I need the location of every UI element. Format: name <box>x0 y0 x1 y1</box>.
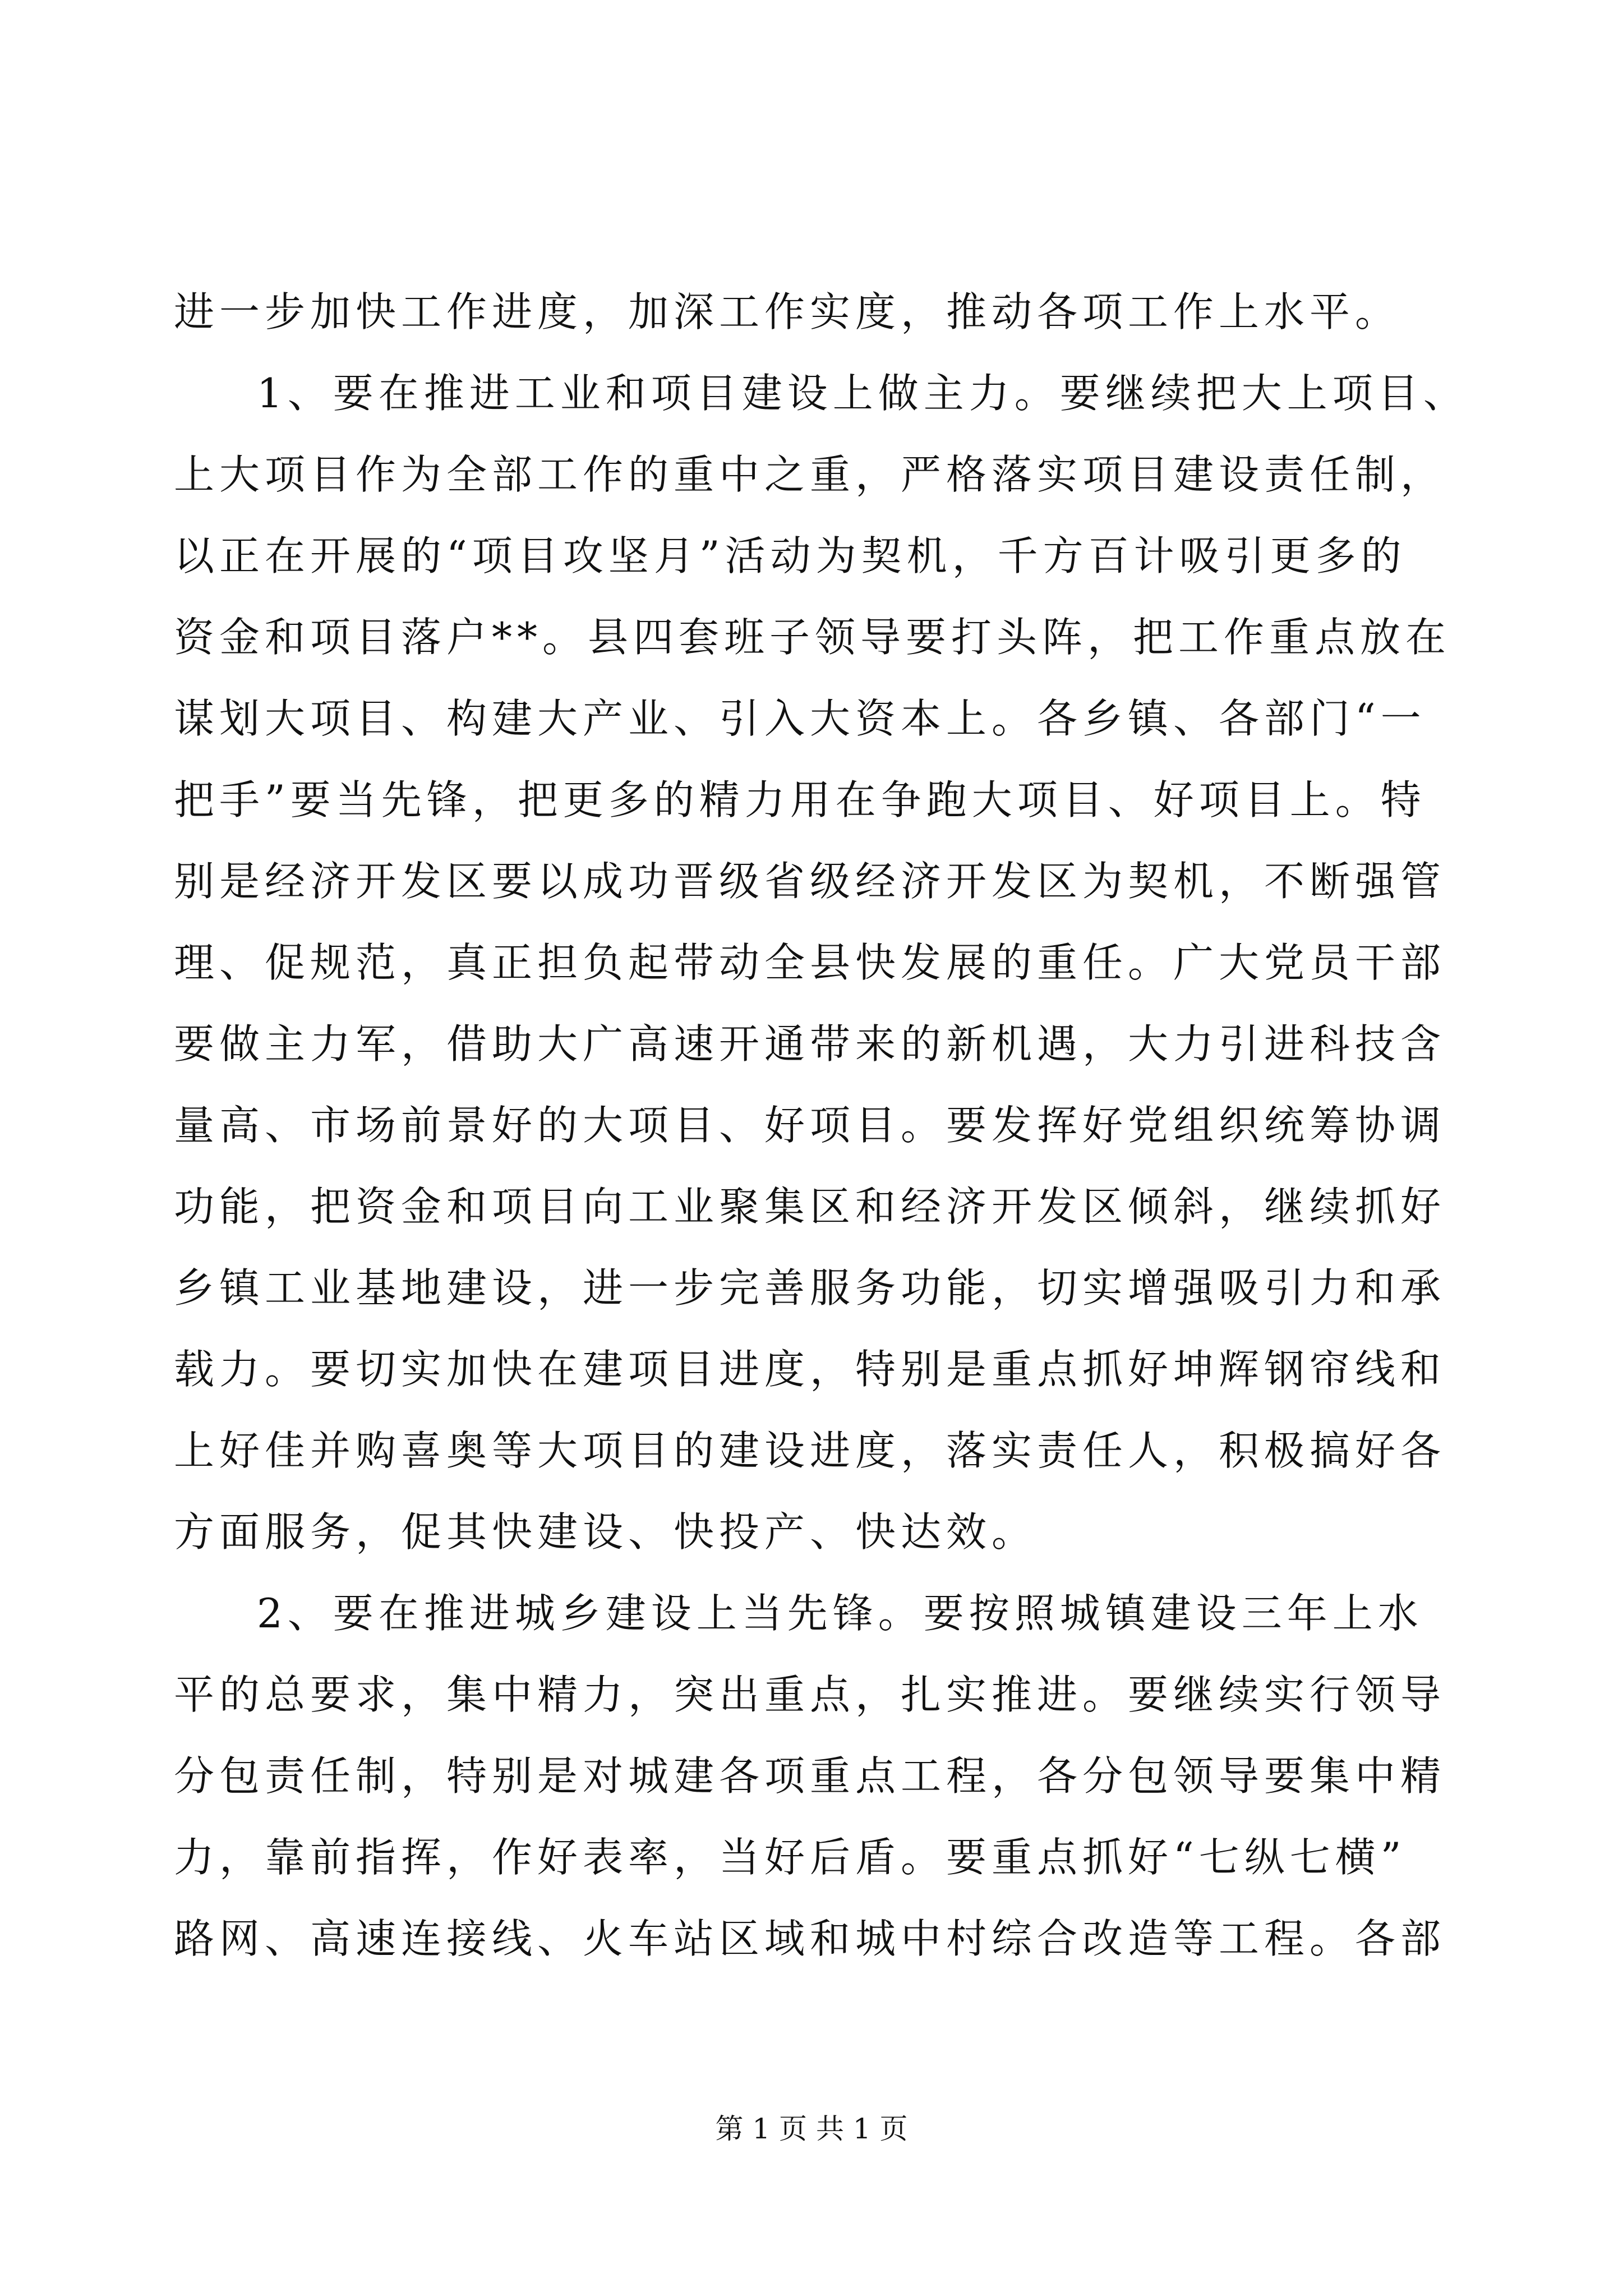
text-line: 上好佳并购喜奥等大项目的建设进度，落实责任人，积极搞好各 <box>174 1427 1446 1474</box>
text-line: 量高、市场前景好的大项目、好项目。要发挥好党组织统筹协调 <box>174 1102 1446 1149</box>
text-line: 资金和项目落户**。县四套班子领导要打头阵，把工作重点放在 <box>174 614 1451 661</box>
text-line: 上大项目作为全部工作的重中之重，严格落实项目建设责任制， <box>174 451 1446 498</box>
text-line: 载力。要切实加快在建项目进度，特别是重点抓好坤辉钢帘线和 <box>174 1346 1446 1393</box>
text-line: 1、要在推进工业和项目建设上做主力。要继续把大上项目、 <box>257 370 1469 417</box>
text-line: 以正在开展的“项目攻坚月”活动为契机，千方百计吸引更多的 <box>174 532 1407 579</box>
text-line: 把手”要当先锋，把更多的精力用在争跑大项目、好项目上。特 <box>174 776 1426 823</box>
text-line: 方面服务，促其快建设、快投产、快达效。 <box>174 1508 1038 1556</box>
text-line: 功能，把资金和项目向工业聚集区和经济开发区倾斜，继续抓好 <box>174 1183 1446 1230</box>
text-line: 力，靠前指挥，作好表率，当好后盾。要重点抓好“七纵七横” <box>174 1834 1407 1881</box>
text-line: 平的总要求，集中精力，突出重点，扎实推进。要继续实行领导 <box>174 1671 1446 1718</box>
text-line: 路网、高速连接线、火车站区域和城中村综合改造等工程。各部 <box>174 1915 1446 1962</box>
text-line: 谋划大项目、构建大产业、引入大资本上。各乡镇、各部门“一 <box>174 695 1426 742</box>
text-line: 进一步加快工作进度，加深工作实度，推动各项工作上水平。 <box>174 288 1401 335</box>
body-text <box>174 272 1469 1980</box>
text-line: 2、要在推进城乡建设上当先锋。要按照城镇建设三年上水 <box>257 1590 1423 1637</box>
text-line: 乡镇工业基地建设，进一步完善服务功能，切实增强吸引力和承 <box>174 1264 1446 1312</box>
text-line: 理、促规范，真正担负起带动全县快发展的重任。广大党员干部 <box>174 939 1446 986</box>
text-line: 分包责任制，特别是对城建各项重点工程，各分包领导要集中精 <box>174 1752 1446 1800</box>
page-footer: 第 1 页 共 1 页 <box>715 2113 908 2145</box>
text-line: 别是经济开发区要以成功晋级省级经济开发区为契机，不断强管 <box>174 858 1446 905</box>
text-line: 要做主力军，借助大广高速开通带来的新机遇，大力引进科技含 <box>174 1020 1446 1068</box>
